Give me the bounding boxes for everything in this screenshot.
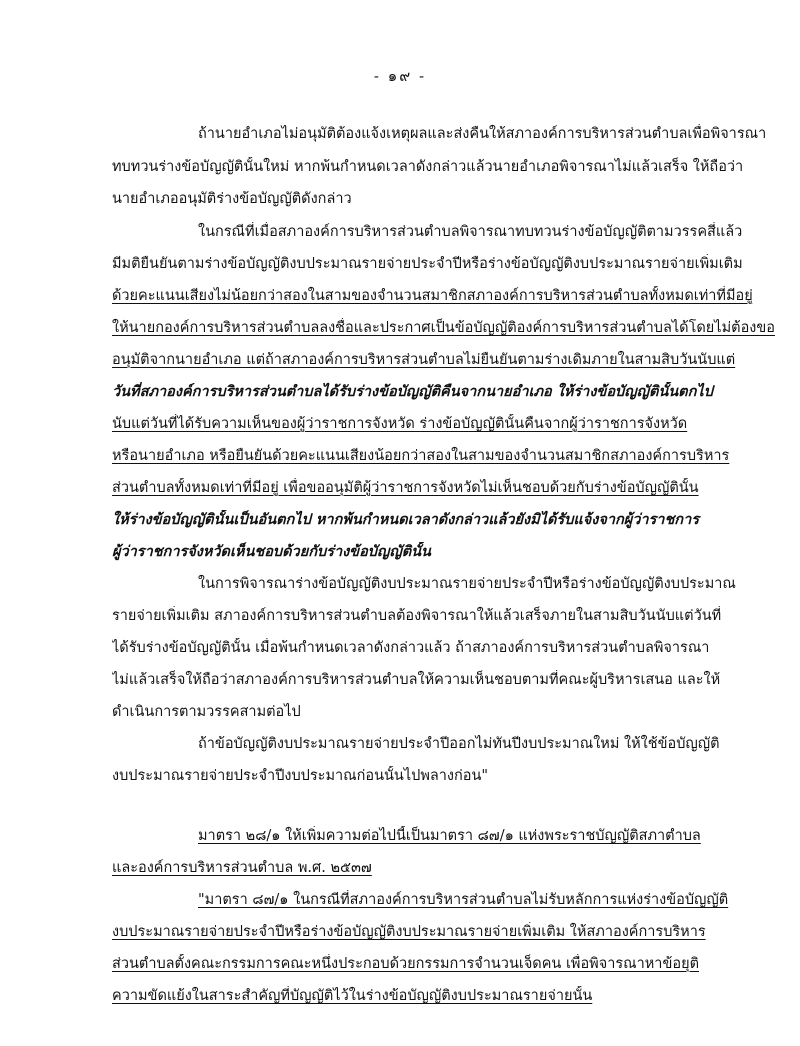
text-line: ไม่แล้วเสร็จให้ถือว่าสภาองค์การบริหารส่วนตำบลให้ความเห็นชอบตามที่คณะผู้บริหารเสนอ และให้ bbox=[112, 672, 721, 688]
section-heading-cont: และองค์การบริหารส่วนตำบล พ.ศ. ๒๕๓๗ bbox=[112, 860, 372, 876]
text-line: ในการพิจารณาร่างข้อบัญญัติงบประมาณรายจ่ายประจำปีหรือร่างข้อบัญญัติงบประมาณ bbox=[198, 576, 736, 592]
text-line-underlined: ส่วนตำบลทั้งหมดเท่าที่มีอยู่ เพื่อขออนุมัติผู้ว่าราชการจังหวัดไม่เห็นชอบด้วยกับร่างข้อบัญญัตินั้น bbox=[112, 480, 699, 496]
page-number: - ๑๙ - bbox=[373, 67, 427, 85]
text-line-struck: ผู้ว่าราชการจังหวัดเห็นชอบด้วยกับร่างข้อบัญญัตินั้น bbox=[112, 543, 431, 560]
text-line: ถ้านายอำเภอไม่อนุมัติต้องแจ้งเหตุผลและส่งคืนให้สภาองค์การบริหารส่วนตำบลเพื่อพิจารณา bbox=[198, 126, 767, 142]
text-line: มีมติยืนยันตามร่างข้อบัญญัติงบประมาณรายจ่ายประจำปีหรือร่างข้อบัญญัติงบประมาณรายจ่ายเพิ่มเติม bbox=[112, 256, 743, 272]
text-line-underlined: นับแต่วันที่ได้รับความเห็นของผู้ว่าราชการจังหวัด ร่างข้อบัญญัตินั้นคืนจากผู้ว่าราชการจังหวัด bbox=[112, 416, 688, 432]
text-line: ได้รับร่างข้อบัญญัตินั้น เมื่อพ้นกำหนดเวลาดังกล่าวแล้ว ถ้าสภาองค์การบริหารส่วนตำบลพิจารณา bbox=[112, 640, 710, 656]
text-line-underlined: หรือนายอำเภอ หรือยืนยันด้วยคะแนนเสียงน้อยกว่าสองในสามของจำนวนสมาชิกสภาองค์การบริหาร bbox=[112, 448, 730, 464]
text-line: ทบทวนร่างข้อบัญญัตินั้นใหม่ หากพ้นกำหนดเวลาดังกล่าวแล้วนายอำเภอพิจารณาไม่แล้วเสร็จ ให้ถือว่า bbox=[112, 159, 744, 175]
text-line: ดำเนินการตามวรรคสามต่อไป bbox=[112, 704, 301, 720]
text-line-struck: ให้ร่างข้อบัญญัตินั้นเป็นอันตกไป หากพ้นกำหนดเวลาดังกล่าวแล้วยังมิได้รับแจ้งจากผู้ว่าราชการ bbox=[112, 511, 699, 528]
text-line-underlined: งบประมาณรายจ่ายประจำปีหรือร่างข้อบัญญัติงบประมาณรายจ่ายเพิ่มเติม ให้สภาองค์การบริหาร bbox=[112, 924, 706, 940]
text-line-underlined: ให้นายกองค์การบริหารส่วนตำบลลงชื่อและประกาศเป็นข้อบัญญัติองค์การบริหารส่วนตำบลได้โดยไม่ต้องขอ bbox=[112, 320, 775, 336]
text-line: งบประมาณรายจ่ายประจำปีงบประมาณก่อนนั้นไปพลางก่อน" bbox=[112, 768, 489, 784]
text-line-underlined: "มาตรา ๘๗/๑ ในกรณีที่สภาองค์การบริหารส่วนตำบลไม่รับหลักการแห่งร่างข้อบัญญัติ bbox=[198, 892, 729, 908]
text-line-underlined: ด้วยคะแนนเสียงไม่น้อยกว่าสองในสามของจำนวนสมาชิกสภาองค์การบริหารส่วนตำบลทั้งหมดเท่าที่มีอยู่ bbox=[112, 288, 753, 304]
text-line-struck: วันที่สภาองค์การบริหารส่วนตำบลได้รับร่างข้อบัญญัติคืนจากนายอำเภอ ให้ร่างข้อบัญญัตินั้นตกไป bbox=[112, 383, 713, 400]
text-line: นายอำเภออนุมัติร่างข้อบัญญัติดังกล่าว bbox=[112, 191, 352, 207]
text-line-underlined: ส่วนตำบลตั้งคณะกรรมการคณะหนึ่งประกอบด้วยกรรมการจำนวนเจ็ดคน เพื่อพิจารณาหาข้อยุติ bbox=[112, 956, 699, 972]
text-line-underlined: ความขัดแย้งในสาระสำคัญที่บัญญัติไว้ในร่างข้อบัญญัติงบประมาณรายจ่ายนั้น bbox=[112, 988, 593, 1004]
text-line: ถ้าข้อบัญญัติงบประมาณรายจ่ายประจำปีออกไม่ทันปีงบประมาณใหม่ ให้ใช้ข้อบัญญัติ bbox=[198, 736, 720, 752]
text-line-amended: ในกรณีที่เมื่อสภาองค์การบริหารส่วนตำบลพิจารณาทบทวนร่างข้อบัญญัติตามวรรคสี่แล้ว bbox=[198, 224, 743, 240]
section-heading: มาตรา ๒๘/๑ ให้เพิ่มความต่อไปนี้เป็นมาตรา ๘๗/๑ แห่งพระราชบัญญัติสภาตำบล bbox=[198, 828, 701, 844]
text-line: รายจ่ายเพิ่มเติม สภาองค์การบริหารส่วนตำบลต้องพิจารณาให้แล้วเสร็จภายในสามสิบวันนับแต่วันที่ bbox=[112, 608, 722, 624]
text-line-underlined: อนุมัติจากนายอำเภอ แต่ถ้าสภาองค์การบริหารส่วนตำบลไม่ยืนยันตามร่างเดิมภายในสามสิบวันนับแต่ bbox=[112, 352, 736, 368]
